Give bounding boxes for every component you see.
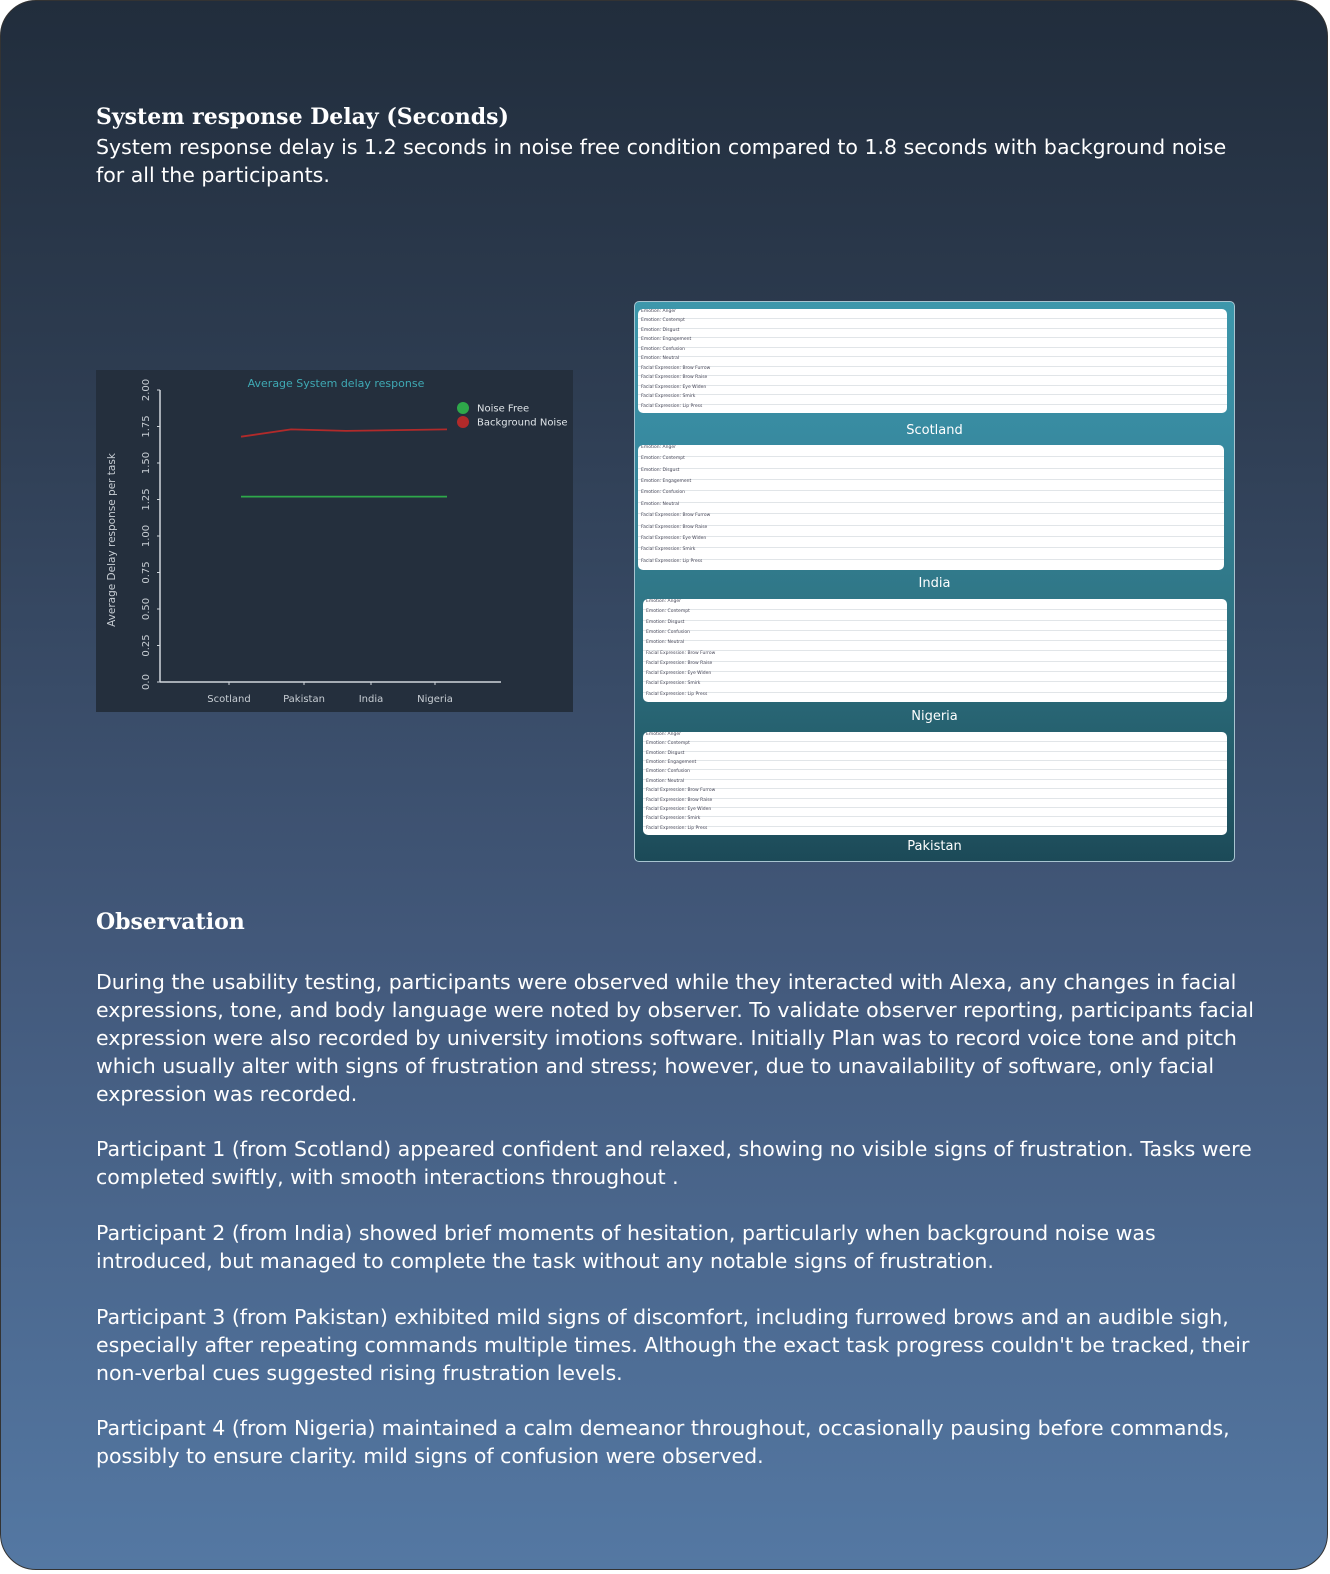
country-label: Pakistan bbox=[907, 839, 962, 854]
emotion-row-label: Emotion: Anger bbox=[641, 445, 676, 450]
observation-paragraph-5: Participant 4 (from Nigeria) maintained a calm demeanor throughout, occasionally pausing before commands, possibly to ensure clarity. mild signs of confusion were observed. bbox=[96, 1416, 1230, 1468]
y-tick-label: 0.25 bbox=[141, 634, 152, 657]
emotion-row-label: Emotion: Confusion bbox=[646, 629, 690, 635]
y-axis-label: Average Delay response per task bbox=[106, 453, 118, 627]
emotion-row-label: Facial Expression: Brow Raise bbox=[646, 797, 713, 803]
y-tick-label: 2.00 bbox=[141, 378, 152, 402]
emotion-strip bbox=[643, 599, 1227, 702]
y-tick-label: 1.25 bbox=[141, 488, 152, 511]
delay-line-chart bbox=[96, 370, 573, 712]
observation-paragraph-3: Participant 2 (from India) showed brief moments of hesitation, particularly when background noise was introduced, but managed to complete the task without any notable signs of frustration. bbox=[96, 1221, 1156, 1273]
x-tick-label: Scotland bbox=[207, 694, 251, 705]
emotion-row bbox=[643, 692, 1227, 702]
x-tick-label: Pakistan bbox=[283, 694, 325, 705]
section-title: System response Delay (Seconds) bbox=[96, 104, 509, 130]
emotion-row-label: Emotion: Engagement bbox=[641, 337, 692, 343]
emotion-row-label: Emotion: Neutral bbox=[641, 501, 680, 507]
y-tick-label: 0.50 bbox=[141, 597, 152, 621]
emotion-row-label: Facial Expression: Brow Raise bbox=[641, 524, 708, 530]
emotion-row-label: Facial Expression: Lip Press bbox=[646, 691, 708, 697]
emotion-row-label: Facial Expression: Eye Widen bbox=[646, 806, 712, 812]
emotion-row-label: Emotion: Confusion bbox=[641, 490, 685, 496]
y-tick-label: 1.75 bbox=[141, 415, 152, 438]
emotion-row-label: Facial Expression: Brow Raise bbox=[646, 660, 713, 666]
emotion-row-label: Facial Expression: Smirk bbox=[646, 816, 701, 822]
emotion-row-label: Emotion: Confusion bbox=[641, 346, 685, 352]
legend-label: Background Noise bbox=[477, 417, 568, 429]
country-label: Nigeria bbox=[911, 709, 958, 724]
emotion-row-label: Emotion: Engagement bbox=[646, 760, 697, 766]
y-tick-label: 1.50 bbox=[141, 451, 152, 475]
emotion-recordings-panel bbox=[634, 301, 1235, 862]
emotion-strip bbox=[638, 309, 1227, 413]
x-tick-label: Nigeria bbox=[417, 694, 453, 705]
emotion-row-label: Emotion: Neutral bbox=[641, 356, 680, 362]
y-tick-label: 1.00 bbox=[141, 524, 152, 548]
observation-paragraph-2: Participant 1 (from Scotland) appeared confident and relaxed, showing no visible signs of frustration. Tasks were completed swiftly, with smooth interactions throughout . bbox=[96, 1137, 1252, 1189]
emotion-row-label: Emotion: Neutral bbox=[646, 778, 685, 784]
emotion-row-label: Facial Expression: Smirk bbox=[646, 681, 701, 687]
emotion-row-label: Emotion: Contempt bbox=[646, 741, 690, 747]
emotion-row-label: Facial Expression: Brow Furrow bbox=[646, 788, 716, 794]
country-label: India bbox=[918, 576, 951, 591]
y-tick-label: 0.75 bbox=[141, 561, 152, 584]
emotion-row bbox=[638, 559, 1224, 570]
emotion-row-label: Emotion: Contempt bbox=[646, 609, 690, 615]
emotion-row-label: Emotion: Anger bbox=[646, 732, 681, 737]
emotion-row-label: Emotion: Disgust bbox=[646, 619, 685, 625]
emotion-row-label: Emotion: Contempt bbox=[641, 456, 685, 462]
emotion-row-label: Emotion: Disgust bbox=[641, 327, 680, 333]
emotion-row bbox=[638, 404, 1227, 413]
emotion-row-label: Facial Expression: Brow Furrow bbox=[641, 365, 711, 371]
emotion-row-label: Emotion: Engagement bbox=[641, 479, 692, 485]
observation-paragraph-1: During the usability testing, participants were observed while they interacted with Alexa, any changes in facial expressions, tone, and body language were noted by observer. To validate observer reporting, participants facial expression were also recorded by university imotions software. Initially Plan was to record voice tone and pitch which usually alter with signs of frustration and stress; however, due to unavailability of software, only facial expression was recorded. bbox=[96, 970, 1254, 1106]
emotion-row-label: Facial Expression: Brow Furrow bbox=[641, 513, 711, 519]
emotion-row-label: Facial Expression: Lip Press bbox=[641, 403, 703, 409]
emotion-row-label: Facial Expression: Eye Widen bbox=[646, 671, 712, 677]
emotion-row-label: Facial Expression: Lip Press bbox=[646, 825, 708, 831]
country-label: Scotland bbox=[906, 423, 963, 438]
section-description: System response delay is 1.2 seconds in noise free condition compared to 1.8 seconds with background noise for all the participants. bbox=[96, 135, 1227, 187]
series-line-background-noise bbox=[241, 429, 447, 436]
observation-title: Observation bbox=[96, 909, 245, 935]
emotion-row-label: Emotion: Anger bbox=[641, 309, 676, 314]
emotion-row-label: Emotion: Disgust bbox=[646, 750, 685, 756]
emotion-strip bbox=[643, 732, 1227, 835]
legend-marker bbox=[457, 416, 469, 428]
emotion-strip bbox=[638, 445, 1224, 570]
observation-paragraph-4: Participant 3 (from Pakistan) exhibited mild signs of discomfort, including furrowed brows and an audible sigh, especially after repeating commands multiple times. Although the exact task progress couldn't be tracked, their non-verbal cues suggested rising frustration levels. bbox=[96, 1305, 1250, 1385]
emotion-row-label: Facial Expression: Eye Widen bbox=[641, 384, 707, 390]
emotion-row-label: Emotion: Disgust bbox=[641, 467, 680, 473]
emotion-row-label: Emotion: Confusion bbox=[646, 769, 690, 775]
emotion-row bbox=[643, 826, 1227, 835]
emotion-row-label: Facial Expression: Smirk bbox=[641, 394, 696, 400]
chart-svg bbox=[96, 370, 573, 712]
emotion-row-label: Facial Expression: Brow Furrow bbox=[646, 650, 716, 656]
x-tick-label: India bbox=[358, 694, 384, 705]
emotion-row-label: Facial Expression: Eye Widen bbox=[641, 535, 707, 541]
legend-marker bbox=[457, 402, 469, 414]
emotion-row-label: Emotion: Neutral bbox=[646, 640, 685, 646]
legend-label: Noise Free bbox=[477, 403, 530, 415]
y-tick-label: 0.0 bbox=[141, 674, 152, 690]
chart-title: Average System delay response bbox=[247, 377, 425, 390]
emotion-row-label: Emotion: Contempt bbox=[641, 318, 685, 324]
emotion-row-label: Facial Expression: Brow Raise bbox=[641, 375, 708, 381]
emotion-row-label: Emotion: Anger bbox=[646, 599, 681, 604]
emotion-row-label: Facial Expression: Smirk bbox=[641, 547, 696, 553]
emotion-row-label: Facial Expression: Lip Press bbox=[641, 558, 703, 564]
